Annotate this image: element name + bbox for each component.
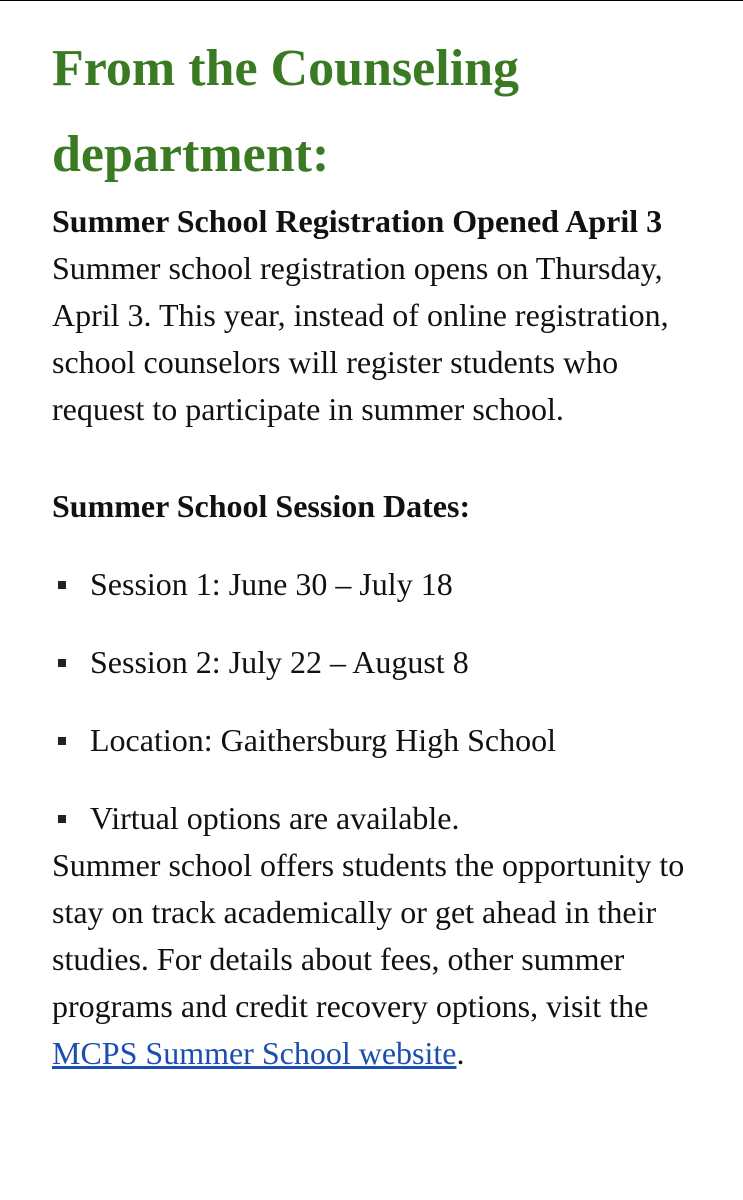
registration-heading: Summer School Registration Opened April 3	[52, 203, 663, 239]
bullet-square-icon	[58, 737, 66, 745]
session-dates-heading: Summer School Session Dates:	[52, 488, 471, 524]
article	[52, 26, 712, 1077]
page-title: From the Counseling department:	[52, 40, 520, 183]
list-item	[52, 639, 712, 686]
closing-text: Summer school offers students the opportunity to stay on track academically or get ahead in their studies. For details about fees, other summer programs and credit recovery options, visit the	[52, 847, 685, 1024]
bullet-square-icon	[58, 815, 66, 823]
closing-paragraph	[52, 842, 712, 1077]
list-item-text: Session 2: July 22 – August 8	[90, 644, 469, 680]
list-item-text: Session 1: June 30 – July 18	[90, 566, 453, 602]
list-item	[52, 561, 712, 608]
list-item-text: Location: Gaithersburg High School	[90, 722, 556, 758]
top-divider	[0, 0, 743, 1]
list-item-text: Virtual options are available.	[90, 800, 460, 836]
mcps-summer-school-link[interactable]: MCPS Summer School website	[52, 1035, 457, 1071]
closing-period: .	[456, 1035, 465, 1071]
bullet-square-icon	[58, 659, 66, 667]
list-item	[52, 795, 712, 842]
list-item	[52, 717, 712, 764]
registration-paragraph: Summer school registration opens on Thursday, April 3. This year, instead of online registration, school counselors will register students who request to participate in summer school.	[52, 250, 669, 427]
session-list	[52, 561, 712, 842]
bullet-square-icon	[58, 581, 66, 589]
